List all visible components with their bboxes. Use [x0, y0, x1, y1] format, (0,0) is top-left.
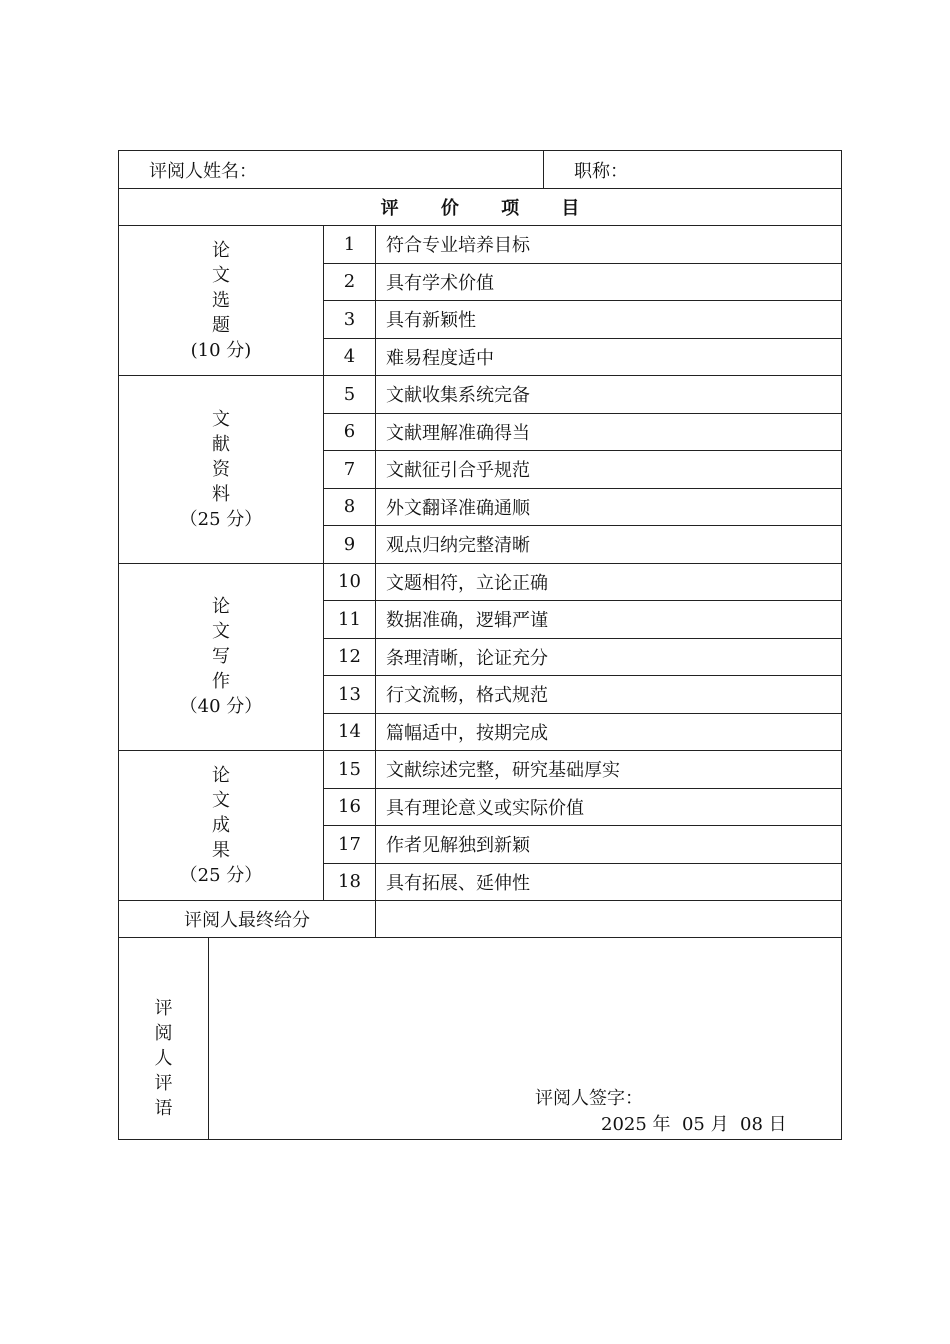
- criteria-number: 9: [324, 526, 376, 564]
- category-score: （40 分）: [179, 696, 263, 718]
- reviewer-title-field[interactable]: [544, 151, 842, 189]
- category-char: 论: [212, 596, 230, 618]
- reviewer-name-label: 评阅人姓名：: [149, 160, 257, 182]
- criteria-text: 观点归纳完整清晰: [376, 526, 842, 564]
- final-score-row: [119, 901, 842, 938]
- category-char: 文: [212, 408, 230, 430]
- category-cell: [119, 376, 324, 564]
- comments-label-char: 人: [154, 1048, 173, 1069]
- signature-date: 2025 年 05 月 08 日: [601, 1114, 787, 1135]
- criteria-number: 8: [324, 488, 376, 526]
- comments-label-char: 语: [154, 1098, 173, 1119]
- criteria-text: 篇幅适中，按期完成: [376, 713, 842, 751]
- comments-label-char: 评: [154, 998, 173, 1019]
- criteria-row: [119, 751, 842, 789]
- section-title-row: [119, 189, 842, 226]
- criteria-text: 具有新颖性: [376, 301, 842, 339]
- category-char: 文: [212, 790, 230, 811]
- category-char: 论: [212, 240, 230, 261]
- criteria-number: 16: [324, 788, 376, 826]
- criteria-row: [119, 376, 842, 414]
- criteria-number: 7: [324, 451, 376, 489]
- reviewer-title-label: 职称：: [574, 160, 628, 182]
- criteria-text: 数据准确，逻辑严谨: [376, 601, 842, 639]
- criteria-number: 2: [324, 263, 376, 301]
- category-char: 论: [212, 765, 230, 786]
- category-char: 文: [212, 265, 230, 286]
- comments-area[interactable]: [209, 938, 842, 1140]
- criteria-number: 18: [324, 863, 376, 901]
- signature-label: 评阅人签字：: [535, 1088, 643, 1109]
- category-cell: [119, 563, 324, 751]
- category-char: 料: [212, 483, 230, 505]
- category-char: 题: [212, 315, 230, 336]
- category-score: (10 分): [190, 340, 252, 361]
- criteria-row: [119, 226, 842, 264]
- category-char: 选: [212, 290, 230, 311]
- criteria-text: 具有拓展、延伸性: [376, 863, 842, 901]
- category-cell: [119, 226, 324, 376]
- reviewer-name-field[interactable]: [119, 151, 544, 189]
- category-char: 作: [212, 671, 230, 693]
- criteria-text: 文题相符，立论正确: [376, 563, 842, 601]
- comments-label-char: 阅: [154, 1023, 173, 1044]
- category-score: （25 分）: [179, 865, 263, 886]
- criteria-number: 4: [324, 338, 376, 376]
- criteria-text: 行文流畅，格式规范: [376, 676, 842, 714]
- final-score-label: 评阅人最终给分: [119, 901, 376, 938]
- category-score: （25 分）: [179, 508, 263, 530]
- criteria-text: 难易程度适中: [376, 338, 842, 376]
- criteria-number: 3: [324, 301, 376, 339]
- criteria-number: 14: [324, 713, 376, 751]
- criteria-text: 具有理论意义或实际价值: [376, 788, 842, 826]
- evaluation-table: [118, 150, 842, 1140]
- criteria-number: 10: [324, 563, 376, 601]
- comments-label-char: 评: [154, 1073, 173, 1094]
- category-char: 果: [212, 840, 230, 861]
- criteria-text: 作者见解独到新颖: [376, 826, 842, 864]
- header-row: [119, 151, 842, 189]
- criteria-number: 5: [324, 376, 376, 414]
- criteria-text: 文献综述完整，研究基础厚实: [376, 751, 842, 789]
- category-cell: [119, 751, 324, 901]
- comments-row: [119, 938, 842, 1140]
- criteria-text: 文献理解准确得当: [376, 413, 842, 451]
- category-char: 成: [212, 815, 230, 836]
- criteria-number: 17: [324, 826, 376, 864]
- criteria-text: 具有学术价值: [376, 263, 842, 301]
- category-char: 写: [212, 646, 230, 668]
- criteria-number: 15: [324, 751, 376, 789]
- criteria-text: 文献征引合乎规范: [376, 451, 842, 489]
- comments-label: [119, 938, 209, 1140]
- criteria-text: 文献收集系统完备: [376, 376, 842, 414]
- criteria-number: 11: [324, 601, 376, 639]
- criteria-text: 条理清晰，论证充分: [376, 638, 842, 676]
- comments-body: [209, 938, 841, 1138]
- criteria-number: 1: [324, 226, 376, 264]
- criteria-text: 外文翻译准确通顺: [376, 488, 842, 526]
- criteria-text: 符合专业培养目标: [376, 226, 842, 264]
- final-score-input[interactable]: [376, 901, 842, 938]
- category-char: 资: [212, 458, 230, 480]
- category-char: 献: [212, 433, 230, 455]
- criteria-number: 13: [324, 676, 376, 714]
- section-title: 评 价 项 目: [119, 189, 842, 226]
- category-char: 文: [212, 621, 230, 643]
- criteria-number: 12: [324, 638, 376, 676]
- criteria-number: 6: [324, 413, 376, 451]
- evaluation-form: [118, 150, 841, 1140]
- criteria-row: [119, 563, 842, 601]
